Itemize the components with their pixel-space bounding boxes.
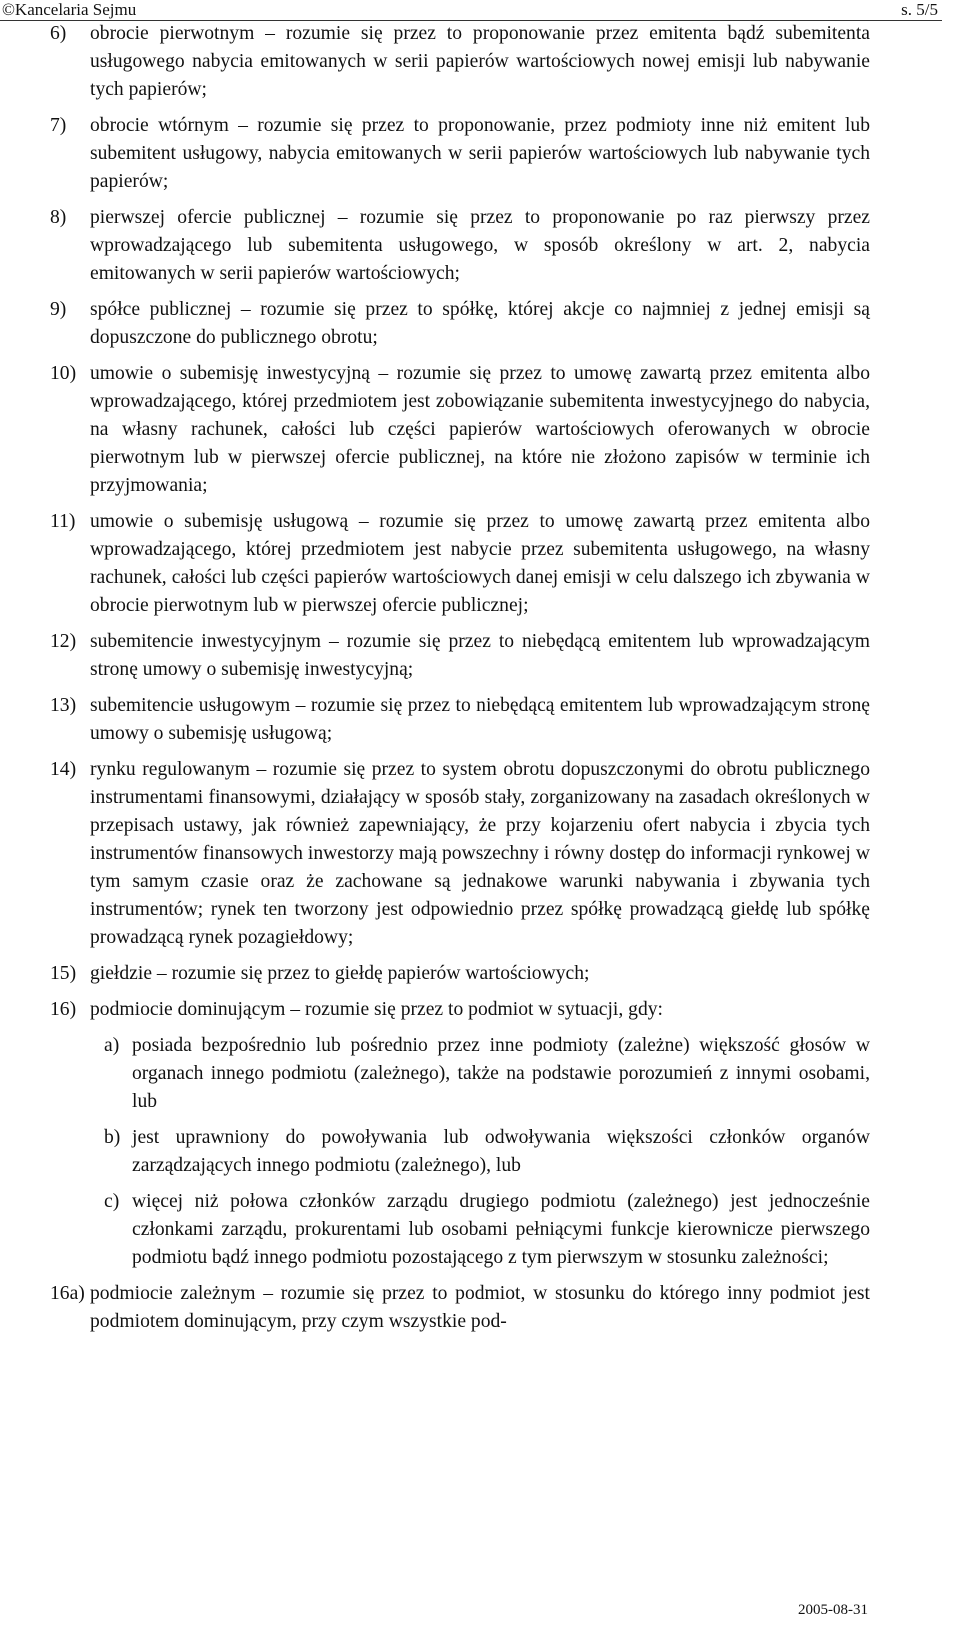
item-text: podmiocie zależnym – rozumie się przez to podmiot, w stosunku do którego inny podmiot jest podmiotem dominującym, przy czym wszystkie pod- <box>90 1283 870 1332</box>
item-number: 8) <box>50 207 67 228</box>
item-text: rynku regulowanym – rozumie się przez to system obrotu dopuszczonymi do obrotu publicznego instrumentami finansowymi, działający w sposób stały, zorganizowany na zasadach określonych w przepisach ustawy, jak również zapewniający, że przy kojarzeniu ofert nabycia i zbycia tych instrumentów finansowych inwestorzy mają powszechny i równy dostęp do informacji rynkowej w tym samym czasie oraz że zachowane są jednakowe warunki nabywania i zbywania tych instrumentów; rynek ten tworzony jest odpowiednio przez spółkę prowadzącą giełdę lub spółkę prowadzącą rynek pozagiełdowy; <box>90 759 870 948</box>
item-text: subemitencie usługowym – rozumie się przez to niebędącą emitentem lub wprowadzającym stronę umowy o subemisję usługową; <box>90 695 870 744</box>
item-number: 7) <box>50 115 67 136</box>
definition-item <box>50 756 870 952</box>
definition-item <box>50 112 870 196</box>
item-number: 6) <box>50 23 67 44</box>
sub-item-text: jest uprawniony do powoływania lub odwoływania większości członków organów zarządzających innego podmiotu (zależnego), lub <box>132 1127 870 1176</box>
sub-item-letter: b) <box>104 1127 121 1148</box>
definition-item <box>50 204 870 288</box>
definition-item <box>50 692 870 748</box>
item-text: subemitencie inwestycyjnym – rozumie się przez to niebędącą emitentem lub wprowadzającym stronę umowy o subemisję inwestycyjną; <box>90 631 870 680</box>
definition-item <box>50 296 870 352</box>
item-number: 11) <box>50 511 76 532</box>
item-text: podmiocie dominującym – rozumie się przez to podmiot w sytuacji, gdy: <box>90 999 663 1020</box>
item-number: 16a) <box>50 1283 85 1304</box>
definition-item <box>50 508 870 620</box>
definition-item <box>50 960 870 988</box>
item-text: umowie o subemisję inwestycyjną – rozumie się przez to umowę zawartą przez emitenta albo wprowadzającego, której przedmiotem jest zobowiązanie subemitenta inwestycyjnego do nabycia, na własny rachunek, całości lub części papierów wartościowych oferowanych w obrocie pierwotnym lub w pierwszej ofercie publicznej, na które nie złożono zapisów w terminie ich przyjmowania; <box>90 363 870 496</box>
sub-item-text: więcej niż połowa członków zarządu drugiego podmiotu (zależnego) jest jednocześnie członkami zarządu, prokurentami lub osobami pełniącymi funkcje kierownicze pierwszego podmiotu bądź innego podmiotu pozostającego z tym pierwszym w stosunku zależności; <box>132 1191 870 1268</box>
header-page-number: s. 5/5 <box>901 0 938 19</box>
sub-item-letter: a) <box>104 1035 120 1056</box>
item-number: 13) <box>50 695 77 716</box>
item-text: pierwszej ofercie publicznej – rozumie się przez to proponowanie po raz pierwszy przez wprowadzającego lub subemitenta usługowego, w sposób określony w art. 2, nabycia emitowanych w serii papierów wartościowych; <box>90 207 870 284</box>
item-number: 15) <box>50 963 77 984</box>
item-text: spółce publicznej – rozumie się przez to spółkę, której akcje co najmniej z jednej emisji są dopuszczone do publicznego obrotu; <box>90 299 870 348</box>
item-text: obrocie wtórnym – rozumie się przez to proponowanie, przez podmioty inne niż emitent lub subemitent usługowy, nabycia emitowanych w serii papierów wartościowych lub nabywanie tych papierów; <box>90 115 870 192</box>
item-number: 16) <box>50 999 77 1020</box>
item-number: 10) <box>50 363 77 384</box>
item-text: obrocie pierwotnym – rozumie się przez to proponowanie przez emitenta bądź subemitenta usługowego nabycia emitowanych w serii papierów wartościowych nowej emisji lub nabywanie tych papierów; <box>90 23 870 100</box>
definition-item <box>50 996 870 1024</box>
sub-item <box>104 1032 870 1116</box>
definition-item <box>50 628 870 684</box>
definition-item <box>50 1280 870 1336</box>
item-number: 9) <box>50 299 67 320</box>
item-text: giełdzie – rozumie się przez to giełdę papierów wartościowych; <box>90 963 590 984</box>
sub-item <box>104 1124 870 1180</box>
item-number: 12) <box>50 631 77 652</box>
item-number: 14) <box>50 759 77 780</box>
definition-item <box>50 360 870 500</box>
sub-item <box>104 1188 870 1272</box>
sub-item-text: posiada bezpośrednio lub pośrednio przez inne podmioty (zależne) większość głosów w organach innego podmiotu (zależnego), także na podstawie porozumień z innymi osobami, lub <box>132 1035 870 1112</box>
header-copyright: ©Kancelaria Sejmu <box>2 0 137 19</box>
definition-item <box>50 20 870 104</box>
item-text: umowie o subemisję usługową – rozumie się przez to umowę zawartą przez emitenta albo wprowadzającego, której przedmiotem jest nabycie przez subemitenta usługowego, na własny rachunek, całości lub części papierów wartościowych danej emisji w celu dalszego ich zbywania w obrocie pierwotnym lub w pierwszej ofercie publicznej; <box>90 511 870 616</box>
footer-date: 2005-08-31 <box>798 1602 868 1618</box>
sub-item-letter: c) <box>104 1191 120 1212</box>
document-body <box>50 20 870 1344</box>
